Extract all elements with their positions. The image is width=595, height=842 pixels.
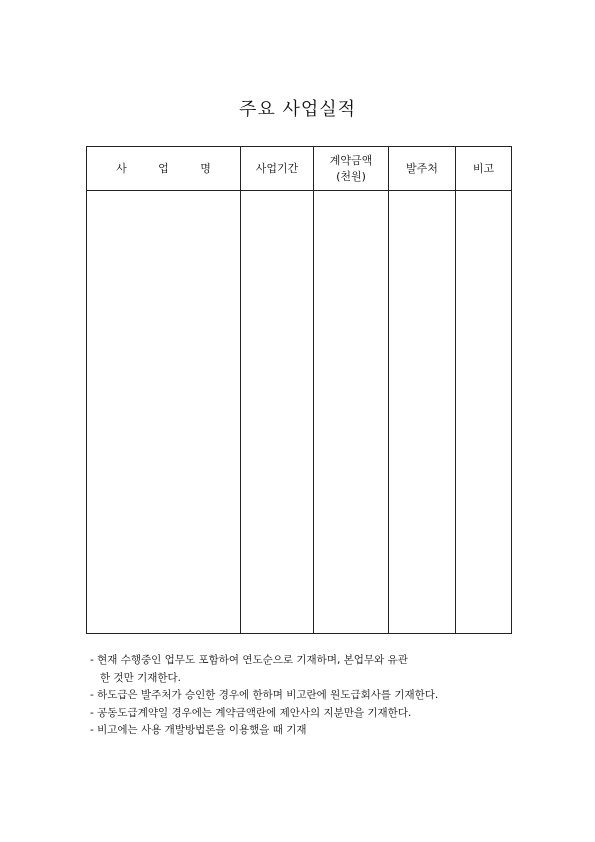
header-note: 비고 — [456, 147, 512, 191]
notes-list — [90, 652, 540, 740]
header-contract-amount: 계약금액 (천원) — [314, 147, 389, 191]
cell-business-period[interactable] — [241, 191, 314, 634]
header-business-period: 사업기간 — [241, 147, 314, 191]
note-line: - 현재 수행중인 업무도 포함하여 연도순으로 기재하며, 본업무와 유관 — [90, 654, 408, 666]
business-record-table — [86, 146, 512, 634]
cell-business-name[interactable] — [87, 191, 241, 634]
note-line: - 하도급은 발주처가 승인한 경우에 한하며 비고란에 원도급회사를 기재한다. — [90, 689, 439, 701]
note-line: - 공동도급계약일 경우에는 계약금액란에 제안사의 지분만을 기재한다. — [90, 706, 412, 719]
cell-note[interactable] — [456, 191, 512, 634]
page-title: 주요 사업실적 — [238, 99, 357, 120]
note-line: - 비고에는 사용 개발방법론을 이용했을 때 기재 — [90, 724, 307, 736]
note-line: 한 것만 기재한다. — [100, 671, 182, 684]
header-business-name: 사 업 명 — [87, 147, 241, 191]
table-row — [87, 191, 512, 634]
header-client: 발주처 — [389, 147, 456, 191]
cell-contract-amount[interactable] — [314, 191, 389, 634]
cell-client[interactable] — [389, 191, 456, 634]
